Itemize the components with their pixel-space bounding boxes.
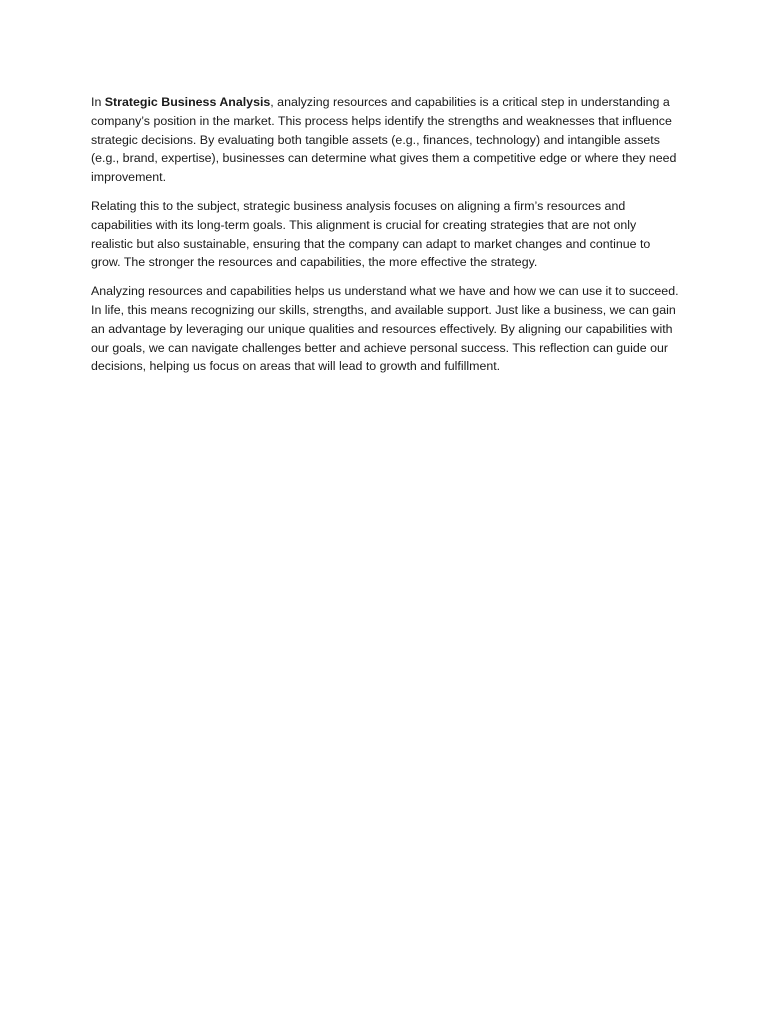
paragraph-1-lead: In: [91, 95, 105, 109]
paragraph-1-text: , analyzing resources and capabilities is a critical step in understanding a company’s position in the market. This process helps identify the strengths and weaknesses that influence strategic decisions. By evaluating both tangible assets (e.g., finances, technology) and intangible assets (e.g., brand, expertise), businesses can determine what gives them a competitive edge or where they need improvement.: [91, 95, 677, 185]
paragraph-1: [91, 93, 681, 187]
paragraph-3: [91, 282, 681, 376]
paragraph-1-bold-term: Strategic Business Analysis: [104, 95, 271, 109]
document-body: [91, 93, 681, 386]
paragraph-2: [91, 197, 681, 272]
paragraph-3-text: Analyzing resources and capabilities helps us understand what we have and how we can use it to succeed. In life, this means recognizing our skills, strengths, and available support. Just like a business, we can gain an advantage by leveraging our unique qualities and resources effectively. By aligning our capabilities with our goals, we can navigate challenges better and achieve personal success. This reflection can guide our decisions, helping us focus on areas that will lead to growth and fulfillment.: [91, 284, 679, 374]
paragraph-2-text: Relating this to the subject, strategic business analysis focuses on aligning a firm’s resources and capabilities with its long-term goals. This alignment is crucial for creating strategies that are not only realistic but also sustainable, ensuring that the company can adapt to market changes and continue to grow. The stronger the resources and capabilities, the more effective the strategy.: [91, 198, 651, 270]
